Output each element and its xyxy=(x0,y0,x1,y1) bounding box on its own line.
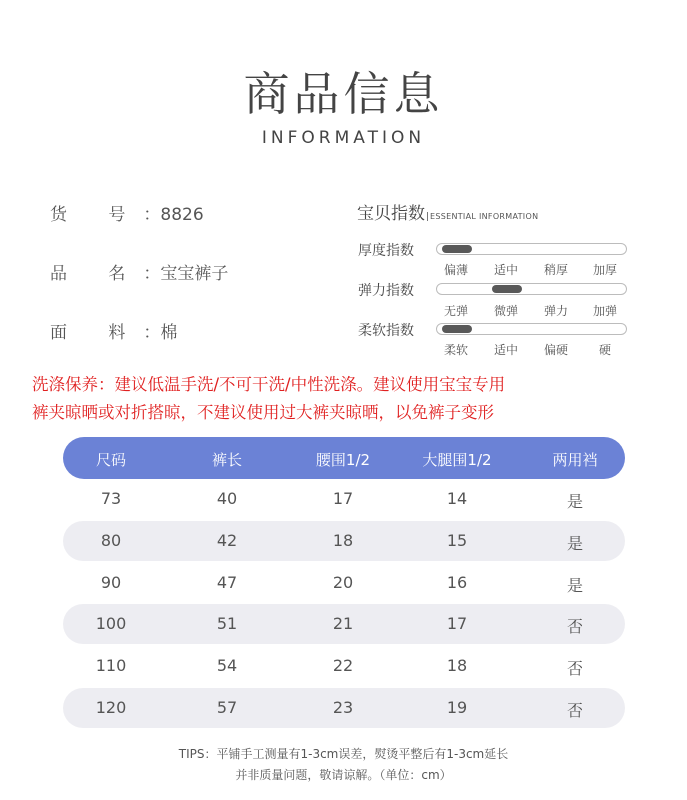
column-header: 腰围1/2 xyxy=(315,451,371,469)
table-cell: 120 xyxy=(95,698,127,717)
table-cell: 21 xyxy=(332,614,354,633)
table-cell: 57 xyxy=(216,698,238,717)
index-option: 柔软 xyxy=(443,343,468,357)
info-label: 面 料 xyxy=(50,323,144,343)
info-item-fabric xyxy=(50,318,177,343)
index-title xyxy=(357,199,538,224)
index-label-elasticity: 弹力指数 xyxy=(358,283,414,299)
table-cell: 80 xyxy=(100,531,122,550)
info-value: 棉 xyxy=(160,323,178,343)
index-fill-elasticity xyxy=(492,285,522,293)
table-row xyxy=(63,521,625,561)
info-value: 宝宝裤子 xyxy=(160,264,229,284)
table-cell: 90 xyxy=(100,573,122,592)
index-track-thickness xyxy=(436,243,627,255)
care-line-1: 洗涤保养：建议低温手洗/不可干洗/中性洗涤。建议使用宝宝专用 xyxy=(32,375,506,394)
column-header: 裤长 xyxy=(211,451,242,469)
index-label-thickness: 厚度指数 xyxy=(358,243,414,259)
index-option: 适中 xyxy=(493,263,518,277)
index-track-elasticity xyxy=(436,283,627,295)
index-title-cn: 宝贝指数 xyxy=(357,204,425,224)
table-cell: 否 xyxy=(566,617,583,636)
table-cell: 23 xyxy=(332,698,354,717)
table-cell: 73 xyxy=(100,489,122,508)
table-cell: 22 xyxy=(332,656,354,675)
index-label-softness: 柔软指数 xyxy=(358,323,414,339)
table-cell: 42 xyxy=(216,531,238,550)
page-title-en: INFORMATION xyxy=(261,128,426,148)
info-label: 货 号 xyxy=(50,205,144,225)
table-row xyxy=(63,479,625,519)
info-sep: ： xyxy=(143,264,161,284)
tips-line-1: TIPS：平铺手工测量有1-3cm误差，熨烫平整后有1-3cm延长 xyxy=(178,747,509,761)
tips-line-2: 并非质量问题，敬请谅解。（单位：cm） xyxy=(235,768,452,782)
info-label: 品 名 xyxy=(50,264,144,284)
index-subtitle: ESSENTIAL INFORMATION xyxy=(427,212,538,221)
table-cell: 否 xyxy=(566,659,583,678)
info-item-name xyxy=(50,259,228,284)
table-cell: 17 xyxy=(332,489,354,508)
index-fill-thickness xyxy=(442,245,472,253)
table-cell: 18 xyxy=(332,531,354,550)
care-line-2: 裤夹晾晒或对折搭晾，不建议使用过大裤夹晾晒，以免裤子变形 xyxy=(32,403,494,422)
column-header: 大腿围1/2 xyxy=(422,451,492,469)
table-cell: 100 xyxy=(95,614,127,633)
table-cell: 是 xyxy=(566,576,583,595)
table-cell: 否 xyxy=(566,701,583,720)
index-track-softness xyxy=(436,323,627,335)
info-value: 8826 xyxy=(160,205,204,225)
table-cell: 54 xyxy=(216,656,238,675)
table-cell: 17 xyxy=(446,614,468,633)
index-option: 稍厚 xyxy=(543,263,568,277)
column-header: 尺码 xyxy=(95,451,126,469)
index-fill-softness xyxy=(442,325,472,333)
table-cell: 18 xyxy=(446,656,468,675)
index-option: 微弹 xyxy=(493,304,518,318)
table-cell: 51 xyxy=(216,614,238,633)
table-row xyxy=(63,563,625,603)
table-row xyxy=(63,646,625,686)
info-sep: ： xyxy=(143,205,161,225)
table-cell: 是 xyxy=(566,534,583,553)
table-cell: 14 xyxy=(446,489,468,508)
table-cell: 47 xyxy=(216,573,238,592)
page-title-cn: 商品信息 xyxy=(243,67,444,121)
table-cell: 19 xyxy=(446,698,468,717)
size-table-header xyxy=(63,437,625,479)
index-option: 弹力 xyxy=(543,304,568,318)
index-option: 加厚 xyxy=(592,263,617,277)
table-cell: 16 xyxy=(446,573,468,592)
index-option: 加弹 xyxy=(592,304,617,318)
index-option: 偏薄 xyxy=(443,263,468,277)
table-cell: 110 xyxy=(95,656,127,675)
table-row xyxy=(63,604,625,644)
column-header: 两用裆 xyxy=(552,451,598,469)
index-option: 适中 xyxy=(493,343,518,357)
index-option: 无弹 xyxy=(443,304,468,318)
table-cell: 40 xyxy=(216,489,238,508)
table-row xyxy=(63,688,625,728)
table-cell: 是 xyxy=(566,492,583,511)
table-cell: 20 xyxy=(332,573,354,592)
table-cell: 15 xyxy=(446,531,468,550)
index-option: 硬 xyxy=(598,343,611,357)
index-option: 偏硬 xyxy=(543,343,568,357)
info-item-number xyxy=(50,200,204,225)
info-sep: ： xyxy=(143,323,161,343)
